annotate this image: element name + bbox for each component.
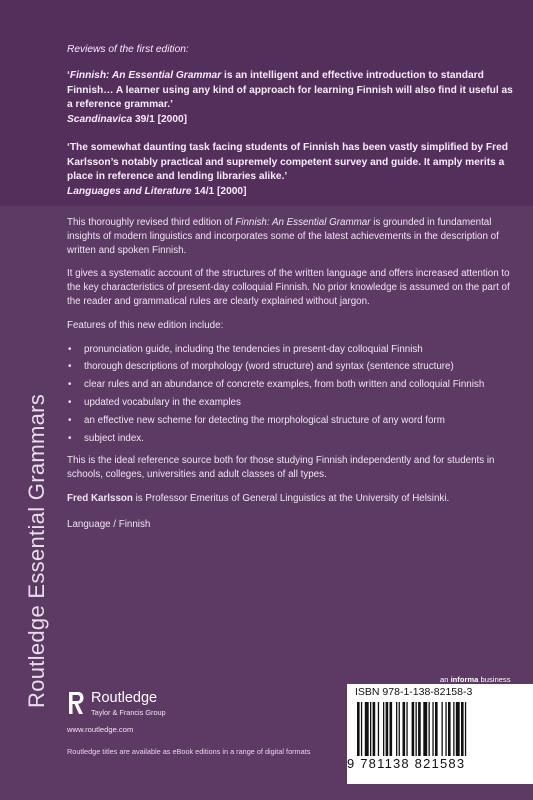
- barcode-bar: [357, 702, 360, 756]
- review-quote-2: ‘The somewhat daunting task facing students of Finnish has been vastly simplified by Fred Karlsson’s notably practical and supremely competent survey and guide. It amply merits a place in reference and lending libraries alike.’: [67, 142, 508, 182]
- barcode-digits: 9 781138 821583: [347, 756, 466, 771]
- description-paragraph-2: It gives a systematic account of the structures of the written language and offers increased attention to the key characteristics of present-day colloquial Finnish. No prior knowledge is assumed on the part of the reader and grammatical rules are clearly explained without jargon.: [67, 268, 510, 307]
- barcode-bar: [373, 702, 376, 756]
- barcode-bar: [448, 702, 451, 756]
- barcode-bar: [453, 702, 454, 756]
- informa-business-label: [440, 675, 511, 684]
- p1-title: Finnish: An Essential Grammar: [235, 217, 371, 228]
- feature-item: • updated vocabulary in the examples: [67, 396, 519, 410]
- quote-1-text: is an intelligent and effective introduction to standard Finnish… A learner using any kind of approach for learning Finnish will also find it useful as a reference grammar.’: [67, 70, 513, 110]
- feature-item: • pronunciation guide, including the tendencies in present-day colloquial Finnish: [67, 343, 519, 357]
- barcode-bar: [442, 702, 443, 756]
- publisher-name: Routledge: [91, 690, 158, 706]
- barcode-bar: [423, 702, 427, 756]
- barcode-bar: [416, 702, 417, 756]
- routledge-r-logo-icon: [67, 690, 85, 716]
- ebook-note: Routledge titles are available as eBook editions in a range of digital formats: [67, 747, 311, 756]
- barcode-bar: [378, 702, 379, 756]
- barcode-bar: [386, 702, 389, 756]
- publisher-group: Taylor & Francis Group: [91, 708, 166, 717]
- author-bio: [67, 492, 519, 506]
- description-paragraph-3: This is the ideal reference source both for those studying Finnish independently and for students in schools, colleges, universities and adult classes of all types.: [67, 455, 495, 481]
- barcode-bar: [435, 702, 438, 756]
- isbn-label: ISBN 978-1-138-82158-3: [355, 686, 473, 698]
- source-2-name: Languages and Literature: [67, 185, 192, 197]
- barcode-bar: [361, 702, 362, 756]
- quote-1-title: Finnish: An Essential Grammar: [69, 70, 222, 81]
- barcode-bar: [465, 702, 466, 756]
- source-1-ref: 39/1 [2000]: [132, 113, 188, 125]
- barcode-bar: [456, 702, 460, 756]
- barcode-bar: [370, 702, 371, 756]
- author-name: Fred Karlsson: [67, 492, 133, 504]
- review-quote-1: [67, 69, 517, 113]
- informa-suffix: business: [478, 675, 511, 684]
- author-bio-text: is Professor Emeritus of General Linguistics at the University of Helsinki.: [132, 492, 450, 504]
- barcode-bar: [365, 702, 369, 756]
- feature-item: • an effective new scheme for detecting the morphological structure of any word form: [67, 414, 519, 428]
- review-source-1: [67, 113, 517, 128]
- feature-item: • clear rules and an abundance of concrete examples, from both written and colloquial Finnish: [67, 378, 519, 392]
- barcode-bar: [429, 702, 430, 756]
- series-spine-text: Routledge Essential Grammars: [24, 393, 49, 708]
- p1-start: This thoroughly revised third edition of: [67, 217, 236, 228]
- barcode-bar: [390, 702, 393, 756]
- informa-brand: informa: [450, 675, 479, 684]
- reviews-content: [67, 44, 517, 213]
- reviews-heading: Reviews of the first edition:: [67, 44, 189, 55]
- category-label: Language / Finnish: [67, 518, 151, 530]
- barcode-bar: [461, 702, 464, 756]
- publisher-url[interactable]: www.routledge.com: [67, 725, 134, 734]
- review-source-2: [67, 185, 517, 200]
- features-list: [67, 343, 519, 446]
- barcode-icon: [355, 702, 531, 756]
- barcode-bar: [396, 702, 397, 756]
- features-intro: Features of this new edition include:: [67, 319, 224, 331]
- description-paragraph-1: [67, 216, 519, 257]
- barcode-bar: [399, 702, 400, 756]
- feature-item: • thorough descriptions of morphology (word structure) and syntax (sentence structure): [67, 360, 519, 374]
- barcode-panel: [347, 684, 533, 784]
- barcode-bar: [445, 702, 446, 756]
- source-1-name: Scandinavica: [67, 113, 133, 125]
- barcode-bar: [418, 702, 421, 756]
- p1-end: is grounded in fundamental insights of modern linguistics and incorporates some of the latest achievements in the description of written and spoken Finnish.: [67, 217, 499, 256]
- barcode-bar: [412, 702, 415, 756]
- barcode-bar: [406, 702, 407, 756]
- source-2-ref: 14/1 [2000]: [191, 185, 247, 197]
- barcode-bar: [432, 702, 433, 756]
- description: [67, 216, 519, 542]
- publisher-logo: [67, 690, 307, 730]
- feature-item: • subject index.: [67, 432, 519, 446]
- reviews-section: [0, 0, 533, 206]
- quote-1-open: ‘: [67, 70, 70, 81]
- informa-prefix: an: [440, 675, 451, 684]
- barcode-bar: [403, 702, 406, 756]
- barcode-bar: [383, 702, 384, 756]
